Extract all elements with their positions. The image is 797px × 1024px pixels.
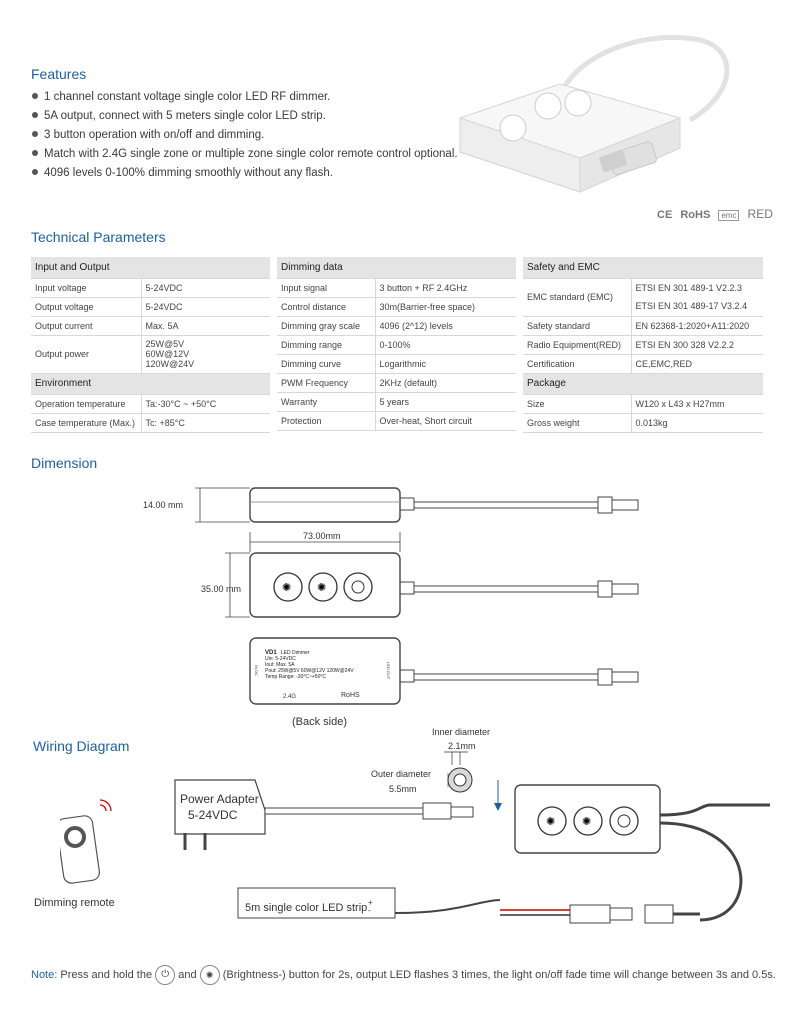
table-row: PWM Frequency 2KHz (default) <box>277 373 516 392</box>
table-row: Gross weight 0.013kg <box>523 413 763 432</box>
bullet-icon <box>32 112 38 118</box>
table-input-output <box>31 257 270 433</box>
table-row: Radio Equipment(RED) ETSI EN 300 328 V2.2.2 <box>523 335 763 354</box>
note: Note: Press and hold the ⏻ and ✺ (Brightness-) button for 2s, output LED flashes 3 times, the light on/off fade time will change between 3s and 0.5s. <box>31 965 776 985</box>
strip-label: 5m single color LED strip <box>245 902 368 914</box>
strip-plus: + <box>368 898 373 907</box>
table-header: Safety and EMC <box>523 257 763 278</box>
back-side-label: (Back side) <box>292 716 348 728</box>
table-row: Output current Max. 5A <box>31 316 270 335</box>
adapter-label-2: 5-24VDC <box>188 808 238 822</box>
svg-text:✺: ✺ <box>317 582 327 594</box>
bullet-icon <box>32 131 38 137</box>
table-row: Input signal 3 button + RF 2.4GHz <box>277 278 516 297</box>
dim-depth-label: 35.00 mm <box>201 584 242 594</box>
table-row: Case temperature (Max.) Tc: +85°C <box>31 413 270 432</box>
wiring-drawing <box>60 745 780 945</box>
bullet-icon <box>32 150 38 156</box>
remote-label: Dimming remote <box>34 897 115 909</box>
table-row: Output voltage 5-24VDC <box>31 297 270 316</box>
table-header: Package <box>523 373 763 394</box>
rohs-mark-icon: RoHS <box>680 209 711 221</box>
feature-item: 3 button operation with on/off and dimming. <box>32 129 264 141</box>
table-row: EMC standard (EMC) ETSI EN 301 489-1 V2.2.3 ETSI EN 301 489-17 V3.2.4 <box>523 278 763 316</box>
svg-text:✺: ✺ <box>282 582 292 594</box>
dim-width-label: 73.00mm <box>303 531 341 541</box>
back-label-rohs: RoHS <box>341 692 360 699</box>
outer-diameter-value: 5.5mm <box>389 784 417 794</box>
table-row: Warranty 5 years <box>277 392 516 411</box>
bullet-icon <box>32 169 38 175</box>
table-row: Input voltage 5-24VDC <box>31 278 270 297</box>
table-row: Safety standard EN 62368-1:2020+A11:2020 <box>523 316 763 335</box>
table-header: Input and Output <box>31 257 270 278</box>
table-dimming-data <box>277 257 516 431</box>
table-row: Certification CE,EMC,RED <box>523 354 763 373</box>
table-row: Operation temperature Ta:-30°C ~ +50°C <box>31 394 270 413</box>
table-row: Dimming gray scale 4096 (2^12) levels <box>277 316 516 335</box>
note-label: Note: <box>31 968 58 981</box>
brightness-down-icon: ✺ <box>200 965 220 985</box>
table-safety-emc <box>523 257 763 433</box>
dimension-title: Dimension <box>31 455 98 471</box>
table-header: Environment <box>31 373 270 394</box>
dimension-drawing <box>130 480 660 720</box>
red-mark-icon: RED <box>747 207 773 221</box>
feature-item: 5A output, connect with 5 meters single color LED strip. <box>32 110 326 122</box>
table-header: Dimming data <box>277 257 516 278</box>
wiring-title: Wiring Diagram <box>33 738 130 754</box>
back-label-in: IN DC <box>254 665 259 676</box>
back-label: VD1 LED Dimmer Uin: 5-24VDC Iout: Max. 5A Pout: 25W@5V 60W@12V 120W@24V Temp Range: -30°C~+50°C <box>265 650 354 680</box>
svg-text:✺: ✺ <box>582 816 592 828</box>
features-title: Features <box>31 66 87 82</box>
feature-item: Match with 2.4G single zone or multiple zone single color remote control optional. <box>32 148 458 160</box>
back-label-freq: 2.4G <box>283 694 297 700</box>
table-row: Output power 25W@5V 60W@12V 120W@24V <box>31 335 270 373</box>
feature-item: 4096 levels 0-100% dimming smoothly without any flash. <box>32 167 333 179</box>
tech-title: Technical Parameters <box>31 229 166 245</box>
back-label-out: LED OUT <box>386 662 391 680</box>
strip-minus: - <box>368 906 371 915</box>
emc-mark-icon: emc <box>718 210 739 221</box>
table-row: Size W120 x L43 x H27mm <box>523 394 763 413</box>
svg-text:✺: ✺ <box>546 816 556 828</box>
table-row: Protection Over-heat, Short circuit <box>277 411 516 430</box>
adapter-label-1: Power Adapter <box>180 792 259 806</box>
inner-diameter-label: Inner diameter <box>432 727 491 737</box>
outer-diameter-label: Outer diameter <box>371 769 432 779</box>
product-photo <box>450 30 770 205</box>
inner-diameter-value: 2.1mm <box>448 741 476 751</box>
dim-height-label: 14.00 mm <box>143 500 184 510</box>
ce-mark-icon: CE <box>657 209 673 221</box>
table-row: Control distance 30m(Barrier-free space) <box>277 297 516 316</box>
table-row: Dimming curve Logarithmic <box>277 354 516 373</box>
power-icon: ⏻ <box>155 965 175 985</box>
bullet-icon <box>32 93 38 99</box>
cert-marks <box>657 207 773 221</box>
feature-item: 1 channel constant voltage single color LED RF dimmer. <box>32 91 330 103</box>
table-row: Dimming range 0-100% <box>277 335 516 354</box>
